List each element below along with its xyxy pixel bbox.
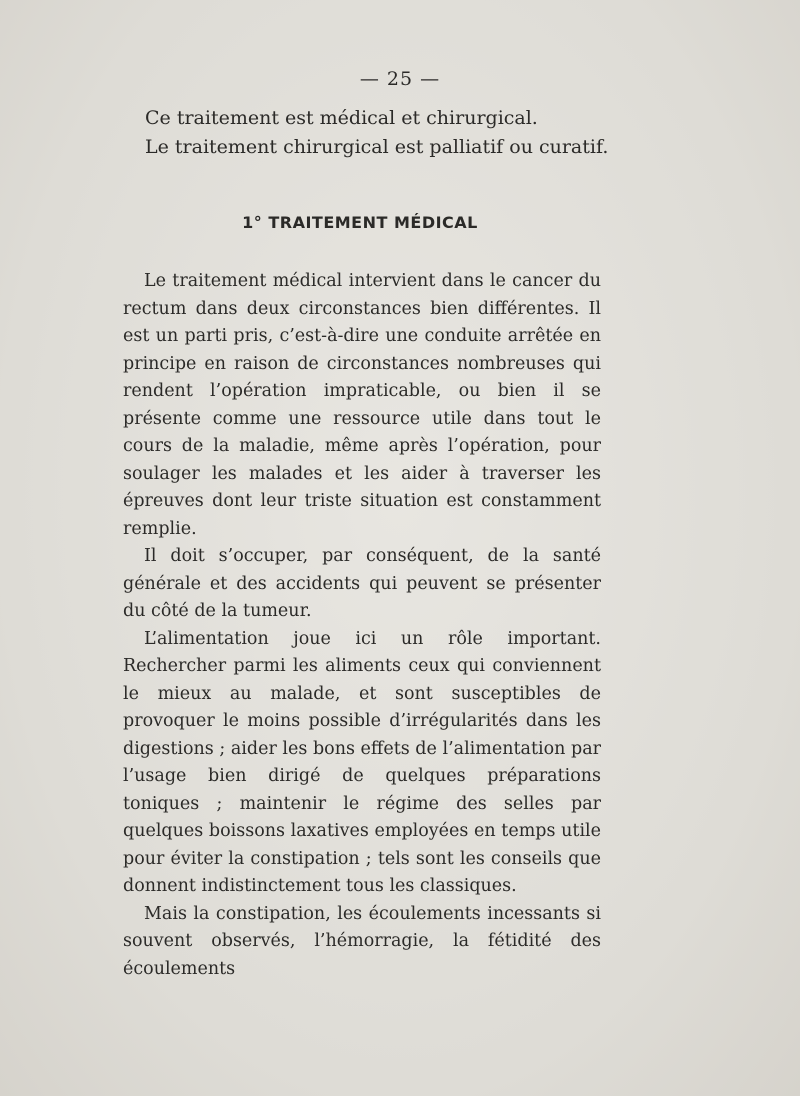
paragraph-4: Mais la constipation, les écoulements incessants si souvent observés, l’hémorragie, la fétidité des écoulements — [123, 903, 601, 979]
page-number: — 25 — — [359, 68, 441, 90]
intro-block — [145, 104, 745, 162]
body-text — [123, 268, 601, 983]
section-heading: 1° TRAITEMENT MÉDICAL — [242, 213, 478, 232]
paragraph-2: Il doit s’occuper, par conséquent, de la santé générale et des accidents qui peuvent se présenter du côté de la tumeur. — [123, 546, 601, 621]
paragraph-3: L’alimentation joue ici un rôle important. Rechercher parmi les aliments ceux qui conviennent le mieux au malade, et sont susceptibles de provoquer le moins possible d’irrégularités dans les digestions ; aider les bons effets de l’alimentation par l’usage bien dirigé de quelques préparations toniques ; maintenir le régime des selles par quelques boissons laxatives employées en temps utile pour éviter la constipation ; tels sont les conseils que donnent indistinctement tous les classiques. — [123, 628, 601, 896]
intro-line-2: Le traitement chirurgical est palliatif ou curatif. — [145, 136, 609, 158]
paragraph-1: Le traitement médical intervient dans le cancer du rectum dans deux circonstances bien différentes. Il est un parti pris, c’est-à-dire une conduite arrêtée en principe en raison de circonstances nombreuses qui rendent l’opération impraticable, ou bien il se présente comme une ressource utile dans tout le cours de la maladie, même après l’opération, pour soulager les malades et les aider à traverser les épreuves dont leur triste situation est constamment remplie. — [123, 271, 601, 539]
intro-line-1: Ce traitement est médical et chirurgical. — [145, 107, 538, 129]
